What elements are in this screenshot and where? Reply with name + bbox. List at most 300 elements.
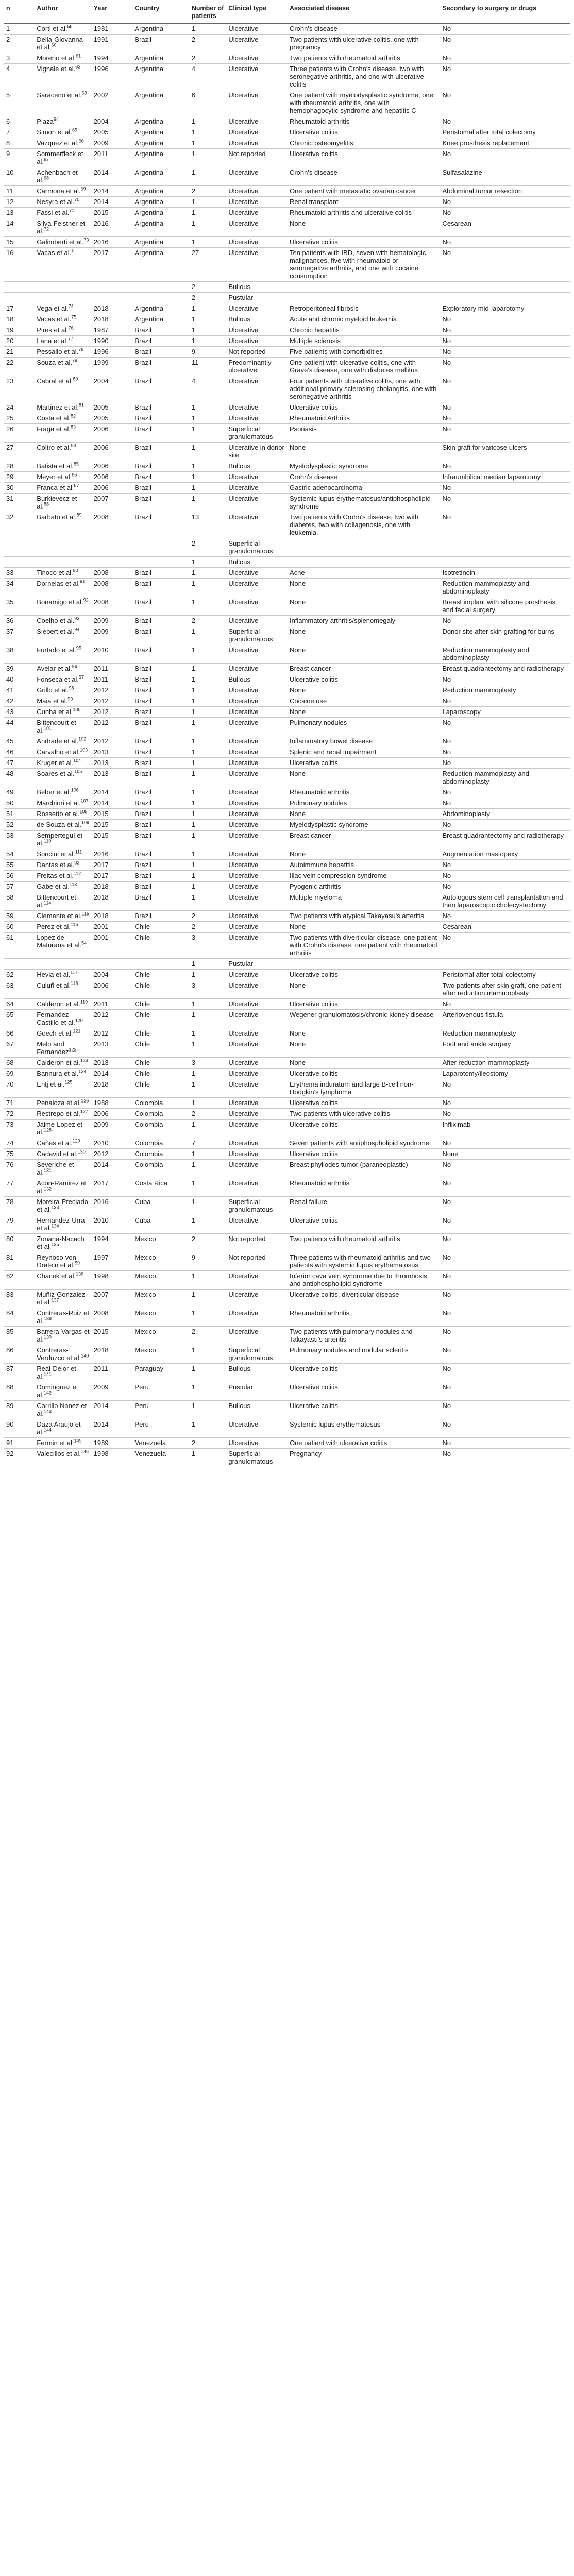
header-secondary: Secondary to surgery or drugs (440, 2, 570, 24)
cell-country: Chile (132, 1028, 189, 1039)
cell-clinical-type: Bullous (226, 557, 288, 568)
cell-secondary: No (440, 461, 570, 472)
cell-associated-disease: None (288, 645, 440, 664)
table-row (4, 1401, 570, 1419)
table-row (4, 922, 570, 933)
cell-secondary: Abdominal tumor resection (440, 186, 570, 197)
reference-number: 81 (78, 402, 84, 408)
cell-year: 2011 (92, 999, 133, 1010)
table-header-row (4, 2, 570, 24)
cell-country: Brazil (132, 483, 189, 494)
cell-patients: 2 (190, 1438, 227, 1449)
cell-secondary: Infliximab (440, 1120, 570, 1138)
reference-number: 59 (74, 1260, 80, 1266)
cell-year: 2006 (92, 472, 133, 483)
author-name: Hernandez-Urra et al. (37, 1216, 85, 1232)
cell-patients: 1 (190, 1197, 227, 1215)
cell-patients: 1 (190, 149, 227, 167)
reference-number: 132 (44, 1186, 52, 1192)
cell-clinical-type: Ulcerative (226, 707, 288, 718)
reference-number: 143 (44, 1409, 52, 1414)
cell-secondary: No (440, 24, 570, 35)
cell-country: Argentina (132, 90, 189, 116)
cell-patients: 11 (190, 358, 227, 376)
cell-country: Brazil (132, 472, 189, 483)
cell-n: 21 (4, 347, 35, 358)
cell-year: 2009 (92, 138, 133, 149)
cell-secondary: No (440, 860, 570, 871)
cell-author (35, 512, 91, 538)
cell-patients: 1 (190, 758, 227, 769)
cell-year: 2008 (92, 1308, 133, 1327)
table-row (4, 186, 570, 197)
cell-clinical-type: Bullous (226, 282, 288, 293)
table-row (4, 1308, 570, 1327)
reference-number: 82 (74, 860, 80, 866)
cell-clinical-type: Ulcerative (226, 664, 288, 674)
reference-number: 84 (71, 443, 76, 448)
cell-country: Argentina (132, 138, 189, 149)
cell-year: 1994 (92, 53, 133, 64)
cell-year: 2015 (92, 208, 133, 218)
cell-clinical-type: Predominantly ulcerative (226, 358, 288, 376)
table-row (4, 208, 570, 218)
author-name: Entj et al. (37, 1080, 65, 1088)
table-row (4, 999, 570, 1010)
cell-country: Cuba (132, 1215, 189, 1234)
cell-author (35, 237, 91, 248)
author-name: Fernandez-Castillo et al. (37, 1011, 75, 1026)
cell-clinical-type: Ulcerative (226, 53, 288, 64)
table-row (4, 1079, 570, 1098)
cell-patients: 2 (190, 1234, 227, 1252)
table-row (4, 1382, 570, 1401)
cell-associated-disease: Ten patients with IBD, seven with hematologic malignances, five with rheumatoid or seronegative arthritis, and one with cocaine consumption (288, 248, 440, 282)
cell-year: 1987 (92, 325, 133, 336)
table-row (4, 1327, 570, 1345)
cell-clinical-type: Ulcerative (226, 325, 288, 336)
cell-associated-disease: None (288, 1058, 440, 1069)
cell-associated-disease: Two patients with pulmonary nodules and Takayasu's arteritis (288, 1327, 440, 1345)
cell-patients: 1 (190, 707, 227, 718)
cell-n: 34 (4, 579, 35, 597)
cell-year: 2014 (92, 167, 133, 186)
author-name: Gabe et al. (37, 883, 70, 890)
cell-patients: 1 (190, 314, 227, 325)
author-name: Avelar et al. (37, 665, 72, 672)
cell-associated-disease: Pulmonary nodules (288, 798, 440, 809)
cell-patients: 3 (190, 1058, 227, 1069)
cell-author (35, 64, 91, 90)
cell-country: Brazil (132, 882, 189, 892)
cell-author (35, 809, 91, 820)
cell-clinical-type: Ulcerative (226, 1069, 288, 1079)
cell-country: Argentina (132, 303, 189, 314)
cell-clinical-type: Ulcerative (226, 1290, 288, 1308)
cell-country: Peru (132, 1401, 189, 1419)
cell-clinical-type: Ulcerative (226, 116, 288, 127)
reference-number: 92 (83, 597, 89, 603)
cell-n (4, 959, 35, 970)
cell-secondary: After reduction mammoplasty (440, 1058, 570, 1069)
cell-secondary: Donor site after skin grafting for burns (440, 626, 570, 645)
table-row (4, 1271, 570, 1290)
cell-year: 2012 (92, 718, 133, 736)
cell-n (4, 293, 35, 303)
cell-clinical-type: Ulcerative (226, 413, 288, 424)
cell-author (35, 1364, 91, 1382)
cell-associated-disease: Myelodysplastic syndrome (288, 461, 440, 472)
cell-clinical-type: Ulcerative (226, 35, 288, 53)
cell-patients: 2 (190, 282, 227, 293)
cell-secondary: No (440, 116, 570, 127)
cell-patients: 1 (190, 626, 227, 645)
author-name: Lana et al. (37, 337, 68, 345)
cell-patients: 1 (190, 1271, 227, 1290)
table-row (4, 1364, 570, 1382)
cell-associated-disease: None (288, 922, 440, 933)
cell-n: 31 (4, 494, 35, 512)
cell-associated-disease: None (288, 707, 440, 718)
cell-author (35, 970, 91, 980)
cell-patients: 1 (190, 809, 227, 820)
cell-author (35, 138, 91, 149)
reference-number: 131 (44, 1167, 52, 1173)
cell-year: 2001 (92, 933, 133, 959)
author-name: Daza Araujo et al. (37, 1420, 81, 1436)
cell-author (35, 376, 91, 402)
cell-patients: 1 (190, 1069, 227, 1079)
cell-year: 1988 (92, 1098, 133, 1109)
cell-country: Brazil (132, 787, 189, 798)
table-row (4, 376, 570, 402)
author-name: Rossetto et al. (37, 810, 80, 818)
cell-author (35, 1308, 91, 1327)
cell-country (132, 959, 189, 970)
cell-author (35, 358, 91, 376)
cell-patients: 1 (190, 597, 227, 616)
cell-n: 13 (4, 208, 35, 218)
cell-patients: 1 (190, 798, 227, 809)
reference-number: 118 (71, 980, 78, 986)
cell-n: 91 (4, 1438, 35, 1449)
author-name: Fraga et al. (37, 425, 71, 433)
cell-n: 86 (4, 1345, 35, 1364)
cell-n: 38 (4, 645, 35, 664)
cell-patients: 1 (190, 325, 227, 336)
cell-author (35, 167, 91, 186)
table-row (4, 237, 570, 248)
cell-n: 10 (4, 167, 35, 186)
cell-patients: 1 (190, 871, 227, 882)
cell-year: 2017 (92, 248, 133, 282)
cell-secondary: No (440, 696, 570, 707)
reference-number: 119 (80, 999, 88, 1005)
table-row (4, 696, 570, 707)
cell-author (35, 1039, 91, 1058)
cell-author (35, 831, 91, 849)
reference-number: 94 (74, 626, 80, 632)
cell-clinical-type: Ulcerative (226, 127, 288, 138)
cell-n: 82 (4, 1271, 35, 1290)
table-row (4, 413, 570, 424)
cell-associated-disease (288, 538, 440, 557)
reference-number: 135 (51, 1242, 59, 1247)
cell-associated-disease: Ulcerative colitis (288, 674, 440, 685)
reference-number: 62 (75, 64, 81, 70)
cell-clinical-type: Bullous (226, 1364, 288, 1382)
table-row (4, 248, 570, 282)
cell-secondary: No (440, 1419, 570, 1438)
cell-author (35, 664, 91, 674)
cell-secondary: Isotretinoin (440, 568, 570, 579)
author-name: Valecillos et al. (37, 1450, 81, 1458)
reference-number: 99 (67, 696, 73, 702)
reference-number: 145 (74, 1438, 82, 1444)
cell-country: Peru (132, 1419, 189, 1438)
reference-number: 105 (74, 769, 82, 774)
cell-country: Brazil (132, 707, 189, 718)
cell-author (35, 336, 91, 347)
cell-associated-disease: Two patients with rheumatoid arthritis (288, 1234, 440, 1252)
cell-year: 2004 (92, 376, 133, 402)
cell-country: Brazil (132, 871, 189, 882)
reference-number: 103 (80, 747, 88, 753)
author-name: Meyer et al. (37, 473, 72, 481)
cell-associated-disease: Rheumatoid arthritis and ulcerative colitis (288, 208, 440, 218)
cell-associated-disease: Retroperitoneal fibrosis (288, 303, 440, 314)
cell-associated-disease: None (288, 443, 440, 461)
cell-secondary: No (440, 1098, 570, 1109)
cell-associated-disease: Pyogenic arthritis (288, 882, 440, 892)
cell-clinical-type: Ulcerative (226, 831, 288, 849)
cell-year: 2016 (92, 218, 133, 237)
cell-author (35, 980, 91, 999)
cell-n: 77 (4, 1178, 35, 1197)
author-name: Dantas et al. (37, 861, 75, 869)
table-row (4, 831, 570, 849)
cell-patients: 1 (190, 557, 227, 568)
cell-clinical-type: Ulcerative (226, 512, 288, 538)
author-name: Plaza (37, 117, 54, 125)
cell-associated-disease: Acute and chronic myeloid leukemia (288, 314, 440, 325)
cell-secondary: No (440, 820, 570, 831)
table-row (4, 443, 570, 461)
cell-clinical-type: Ulcerative (226, 1215, 288, 1234)
cell-year: 1994 (92, 1234, 133, 1252)
author-name: Perez et al. (37, 923, 71, 930)
cell-associated-disease: Two patients with atypical Takayasu's arteritis (288, 911, 440, 922)
cell-author (35, 911, 91, 922)
table-row (4, 707, 570, 718)
cell-clinical-type: Ulcerative (226, 138, 288, 149)
cell-associated-disease: Wegener granulomatosis/chronic kidney disease (288, 1010, 440, 1028)
cell-n: 14 (4, 218, 35, 237)
cell-secondary: Breast quadrantectomy and radiotherapy (440, 831, 570, 849)
cell-n: 29 (4, 472, 35, 483)
cell-associated-disease: One patient with metastatic ovarian cancer (288, 186, 440, 197)
cell-clinical-type: Not reported (226, 1234, 288, 1252)
table-row (4, 685, 570, 696)
author-name: Acon-Ramirez et al. (37, 1179, 87, 1195)
table-row (4, 293, 570, 303)
reference-number: 117 (70, 970, 78, 975)
cell-patients: 1 (190, 1010, 227, 1028)
cell-associated-disease: Ulcerative colitis (288, 1098, 440, 1109)
table-row (4, 303, 570, 314)
cell-clinical-type: Ulcerative (226, 922, 288, 933)
table-row (4, 116, 570, 127)
table-row (4, 568, 570, 579)
cell-patients: 1 (190, 579, 227, 597)
cell-associated-disease: Multiple sclerosis (288, 336, 440, 347)
cell-associated-disease: Ulcerative colitis (288, 999, 440, 1010)
author-name: Calderon et al. (37, 1059, 80, 1066)
cell-n: 79 (4, 1215, 35, 1234)
header-associated-disease: Associated disease (288, 2, 440, 24)
cell-n: 24 (4, 402, 35, 413)
cell-clinical-type: Ulcerative (226, 758, 288, 769)
cell-secondary: Reduction mammoplasty (440, 1028, 570, 1039)
cell-n: 55 (4, 860, 35, 871)
cell-author (35, 1419, 91, 1438)
cell-author (35, 769, 91, 787)
cell-author (35, 282, 91, 293)
cell-clinical-type: Ulcerative (226, 999, 288, 1010)
table-row (4, 1039, 570, 1058)
cell-secondary: No (440, 1401, 570, 1419)
cell-associated-disease: Ulcerative colitis (288, 1401, 440, 1419)
author-name: Fonseca et al. (37, 675, 79, 683)
cell-associated-disease: Systemic lupus erythematosus (288, 1419, 440, 1438)
table-row (4, 626, 570, 645)
cell-associated-disease: Inferior cava vein syndrome due to thrombosis and antiphospholipid syndrome (288, 1271, 440, 1290)
cell-year: 2008 (92, 597, 133, 616)
cell-secondary: No (440, 424, 570, 443)
cell-year: 2018 (92, 1345, 133, 1364)
cell-clinical-type: Ulcerative (226, 871, 288, 882)
cell-associated-disease: Rheumatoid Arthritis (288, 413, 440, 424)
table-row (4, 483, 570, 494)
cell-n (4, 557, 35, 568)
cell-patients: 2 (190, 186, 227, 197)
cell-clinical-type: Superficial granulomatous (226, 626, 288, 645)
table-row (4, 472, 570, 483)
cell-author (35, 568, 91, 579)
cell-year: 2006 (92, 1109, 133, 1120)
cell-patients: 1 (190, 167, 227, 186)
cell-n: 44 (4, 718, 35, 736)
cell-associated-disease: Autoimmune hepatitis (288, 860, 440, 871)
cell-secondary: Laparoscopy (440, 707, 570, 718)
cell-clinical-type: Ulcerative (226, 218, 288, 237)
cell-clinical-type: Ulcerative (226, 911, 288, 922)
reference-number: 136 (76, 1271, 84, 1277)
cell-secondary (440, 557, 570, 568)
author-name: Simon et al. (37, 128, 72, 136)
cell-associated-disease: Pregnancy (288, 1449, 440, 1467)
cell-country: Argentina (132, 237, 189, 248)
cell-n: 46 (4, 747, 35, 758)
cell-patients: 1 (190, 747, 227, 758)
table-row (4, 557, 570, 568)
reference-number: 90 (73, 568, 78, 573)
cell-year (92, 282, 133, 293)
cell-year: 2015 (92, 809, 133, 820)
reference-number: 61 (76, 53, 81, 59)
cell-associated-disease (288, 293, 440, 303)
reference-number: 95 (76, 645, 81, 651)
cell-associated-disease: None (288, 980, 440, 999)
patients-table (4, 2, 570, 1467)
author-name: Calderon et al. (37, 1000, 80, 1008)
cell-patients: 1 (190, 849, 227, 860)
cell-author (35, 1109, 91, 1120)
reference-number: 133 (51, 1205, 59, 1210)
cell-n: 7 (4, 127, 35, 138)
cell-n: 36 (4, 616, 35, 626)
cell-clinical-type: Ulcerative (226, 237, 288, 248)
cell-secondary: Laparotomy/ileostomy (440, 1069, 570, 1079)
cell-author (35, 922, 91, 933)
author-name: Zonana-Nacach et al. (37, 1235, 85, 1250)
cell-country: Brazil (132, 860, 189, 871)
table-row (4, 1252, 570, 1271)
cell-n: 27 (4, 443, 35, 461)
cell-clinical-type: Superficial granulomatous (226, 538, 288, 557)
table-row (4, 1234, 570, 1252)
cell-associated-disease: Inflammatory bowel disease (288, 736, 440, 747)
cell-secondary: No (440, 1252, 570, 1271)
cell-author (35, 1079, 91, 1098)
table-row (4, 35, 570, 53)
cell-secondary: No (440, 53, 570, 64)
cell-author (35, 347, 91, 358)
reference-number: 65 (72, 127, 77, 133)
cell-secondary: No (440, 413, 570, 424)
author-name: Jaime-Lopez et al. (37, 1121, 83, 1136)
header-country: Country (132, 2, 189, 24)
author-name: Vignale et al. (37, 65, 76, 73)
cell-year: 2008 (92, 579, 133, 597)
author-name: Galimberti et al. (37, 238, 84, 246)
cell-secondary: No (440, 1178, 570, 1197)
table-row (4, 336, 570, 347)
cell-country: Brazil (132, 831, 189, 849)
cell-n: 4 (4, 64, 35, 90)
cell-author (35, 597, 91, 616)
cell-country: Mexico (132, 1345, 189, 1364)
cell-n: 76 (4, 1160, 35, 1178)
table-row (4, 1138, 570, 1149)
cell-country: Argentina (132, 24, 189, 35)
cell-author (35, 402, 91, 413)
cell-author (35, 413, 91, 424)
cell-n: 67 (4, 1039, 35, 1058)
cell-patients: 1 (190, 1345, 227, 1364)
cell-country: Brazil (132, 616, 189, 626)
cell-year: 2013 (92, 758, 133, 769)
cell-clinical-type: Ulcerative (226, 645, 288, 664)
cell-author (35, 882, 91, 892)
cell-author (35, 1234, 91, 1252)
cell-author (35, 1178, 91, 1197)
cell-secondary: Peristomal after total colectomy (440, 970, 570, 980)
author-name: Della-Giovanna et al. (37, 36, 83, 51)
cell-author (35, 1098, 91, 1109)
cell-author (35, 736, 91, 747)
author-name: Carvalho et al. (37, 748, 80, 756)
